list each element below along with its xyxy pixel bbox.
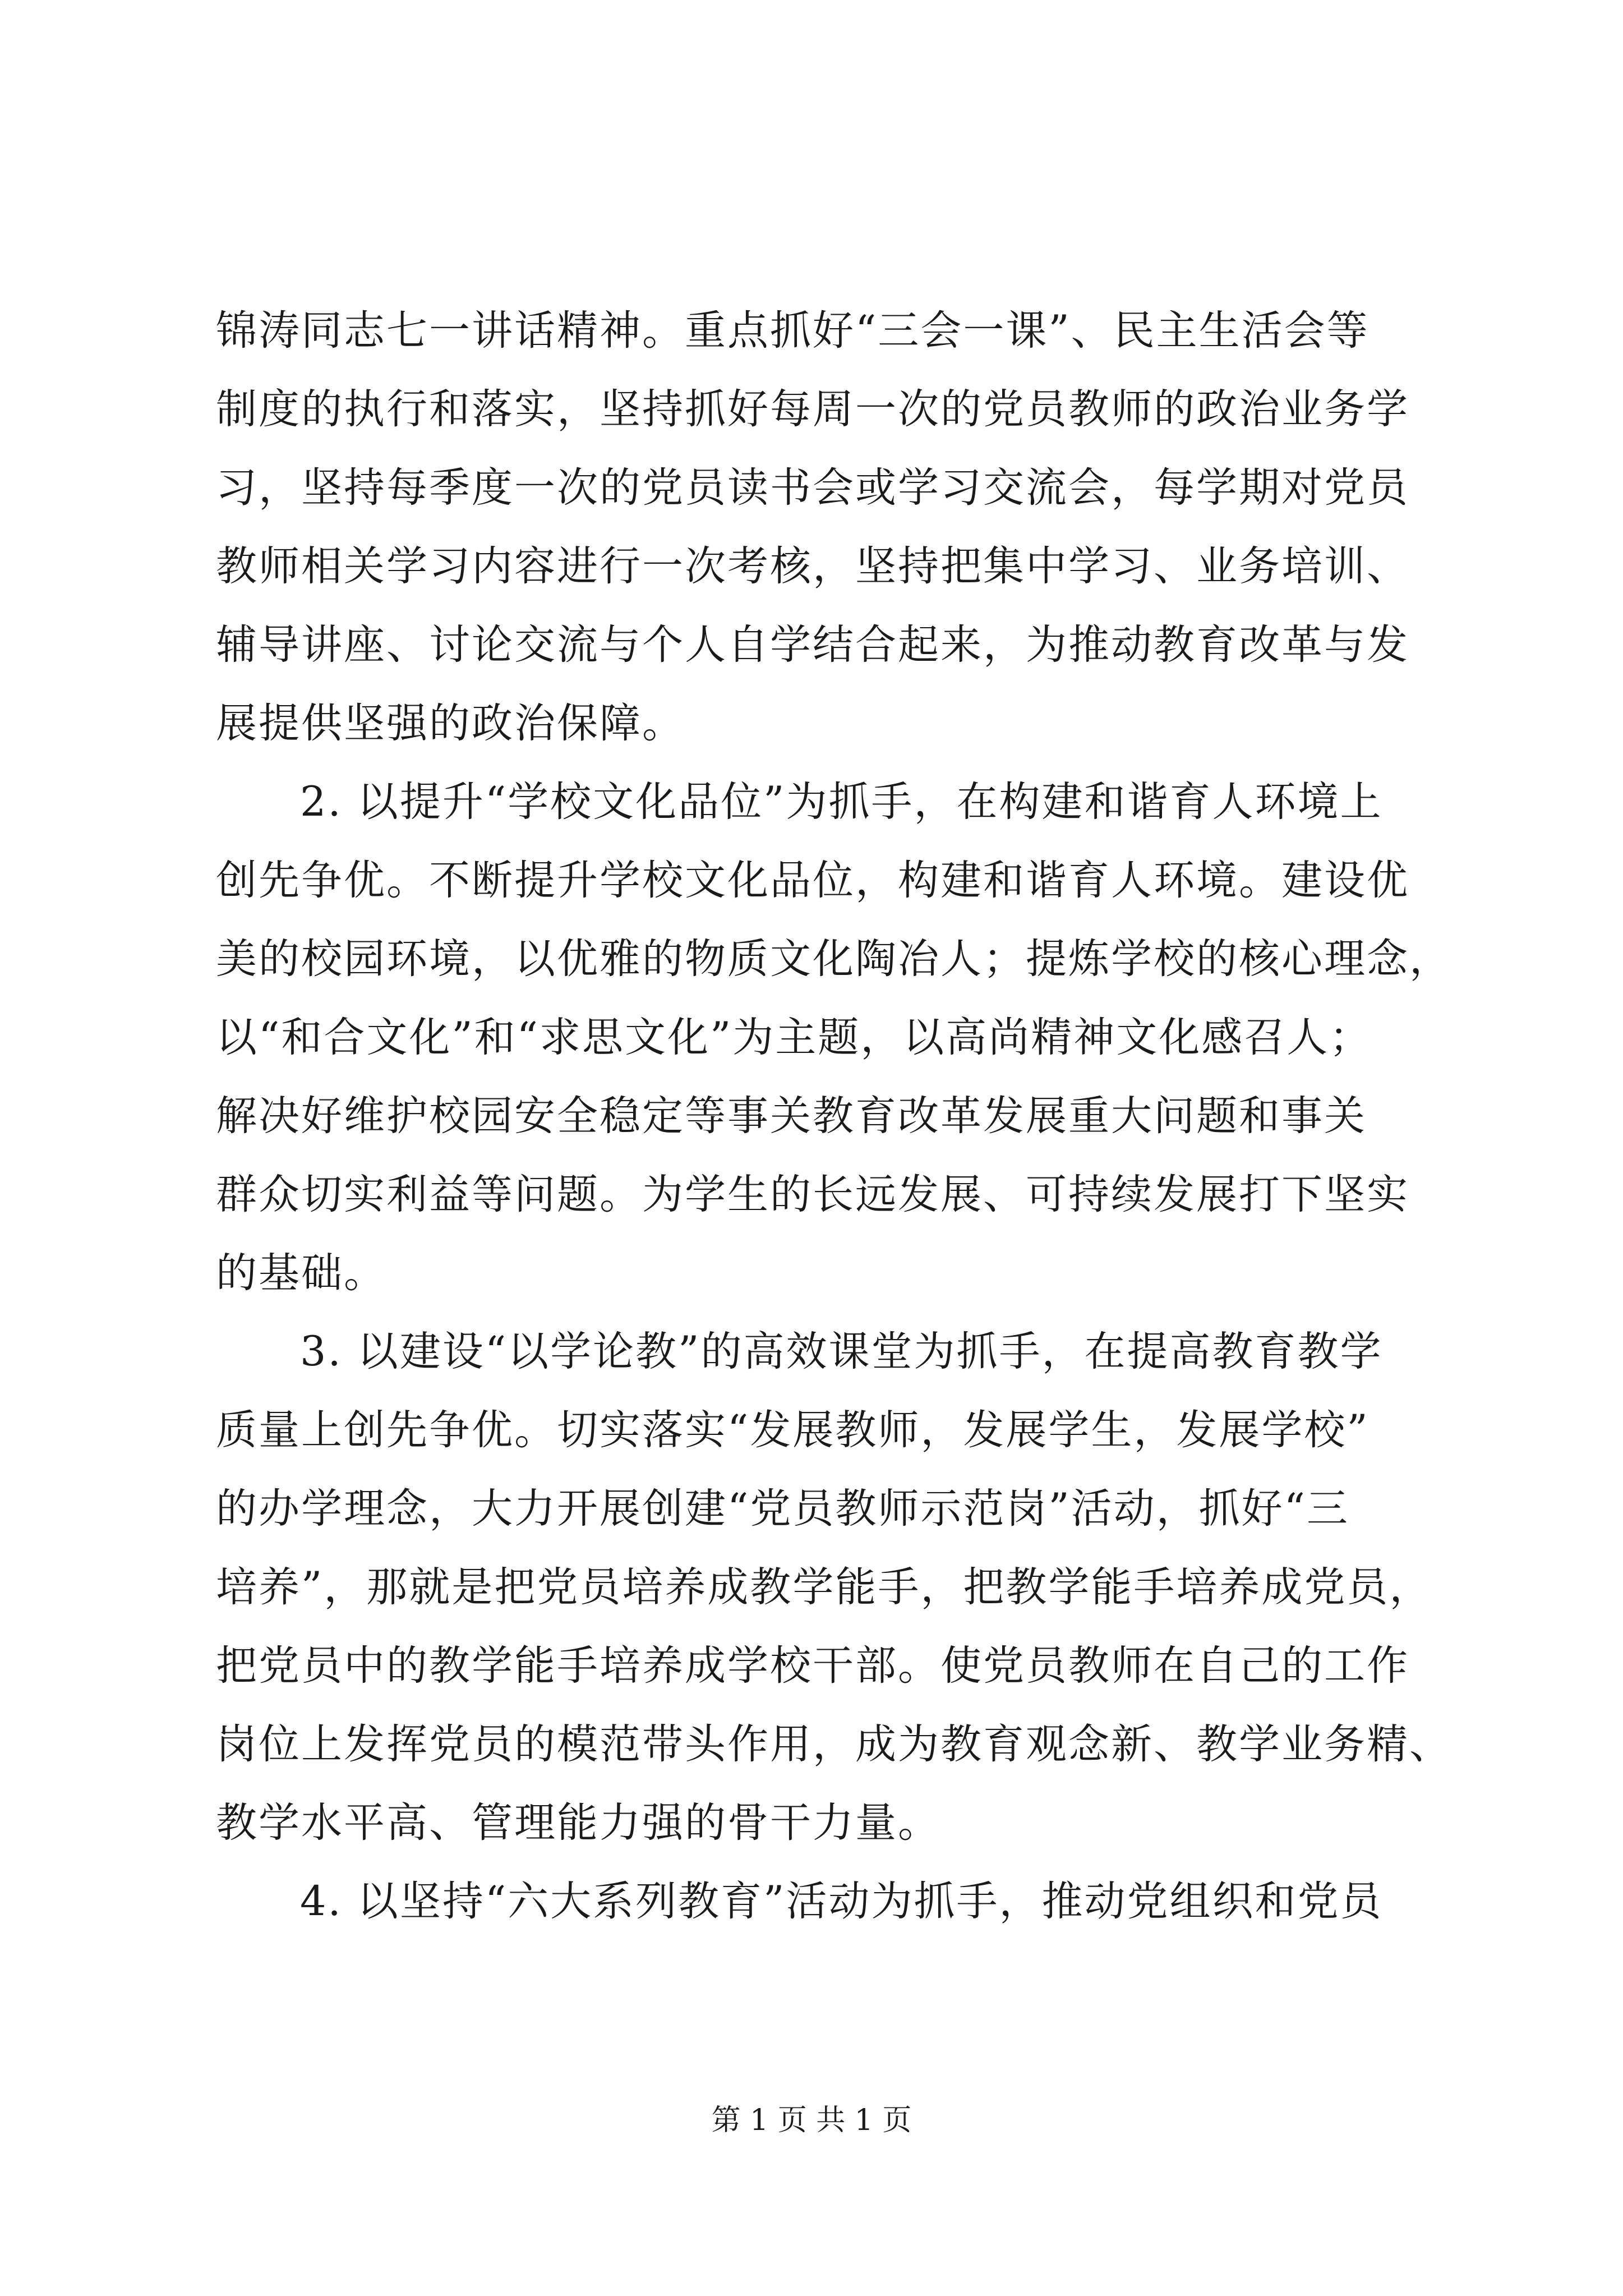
text-line: 培养”，那就是把党员培养成教学能手，把教学能手培养成党员， xyxy=(216,1563,1432,1611)
text-line: 教学水平高、管理能力强的骨干力量。 xyxy=(216,1799,940,1847)
text-line: 把党员中的教学能手培养成学校干部。使党员教师在自己的工作 xyxy=(216,1642,1409,1690)
text-line: 群众切实利益等问题。为学生的长远发展、可持续发展打下坚实 xyxy=(216,1171,1409,1218)
text-line: 的基础。 xyxy=(216,1249,386,1297)
text-line: 创先争优。不断提升学校文化品位，构建和谐育人环境。建设优 xyxy=(216,857,1409,904)
text-line: 锦涛同志七一讲话精神。重点抓好“三会一课”、民主生活会等 xyxy=(216,307,1370,355)
text-line: 习，坚持每季度一次的党员读书会或学习交流会，每学期对党员 xyxy=(216,464,1409,512)
text-line: 美的校园环境，以优雅的物质文化陶冶人；提炼学校的核心理念， xyxy=(216,935,1452,983)
document-body xyxy=(216,292,1452,1941)
paragraph-2-start: 2. 以提升“学校文化品位”为抓手，在构建和谐育人环境上 xyxy=(300,778,1383,826)
text-line: 辅导讲座、讨论交流与个人自学结合起来，为推动教育改革与发 xyxy=(216,621,1409,669)
page-footer: 第 1 页 共 1 页 xyxy=(711,2104,912,2137)
paragraph-4-start: 4. 以坚持“六大系列教育”活动为抓手，推动党组织和党员 xyxy=(300,1878,1383,1925)
text-line: 的办学理念，大力开展创建“党员教师示范岗”活动，抓好“三 xyxy=(216,1485,1349,1533)
text-line: 教师相关学习内容进行一次考核，坚持把集中学习、业务培训、 xyxy=(216,542,1409,590)
text-line: 岗位上发挥党员的模范带头作用，成为教育观念新、教学业务精、 xyxy=(216,1720,1452,1768)
text-line: 以“和合文化”和“求思文化”为主题，以高尚精神文化感召人； xyxy=(216,1014,1372,1061)
paragraph-3-start: 3. 以建设“以学论教”的高效课堂为抓手，在提高教育教学 xyxy=(300,1328,1383,1375)
text-line: 展提供坚强的政治保障。 xyxy=(216,700,685,747)
text-line: 质量上创先争优。切实落实“发展教师，发展学生，发展学校” xyxy=(216,1406,1370,1454)
text-line: 制度的执行和落实，坚持抓好每周一次的党员教师的政治业务学 xyxy=(216,385,1409,433)
text-line: 解决好维护校园安全稳定等事关教育改革发展重大问题和事关 xyxy=(216,1092,1367,1140)
